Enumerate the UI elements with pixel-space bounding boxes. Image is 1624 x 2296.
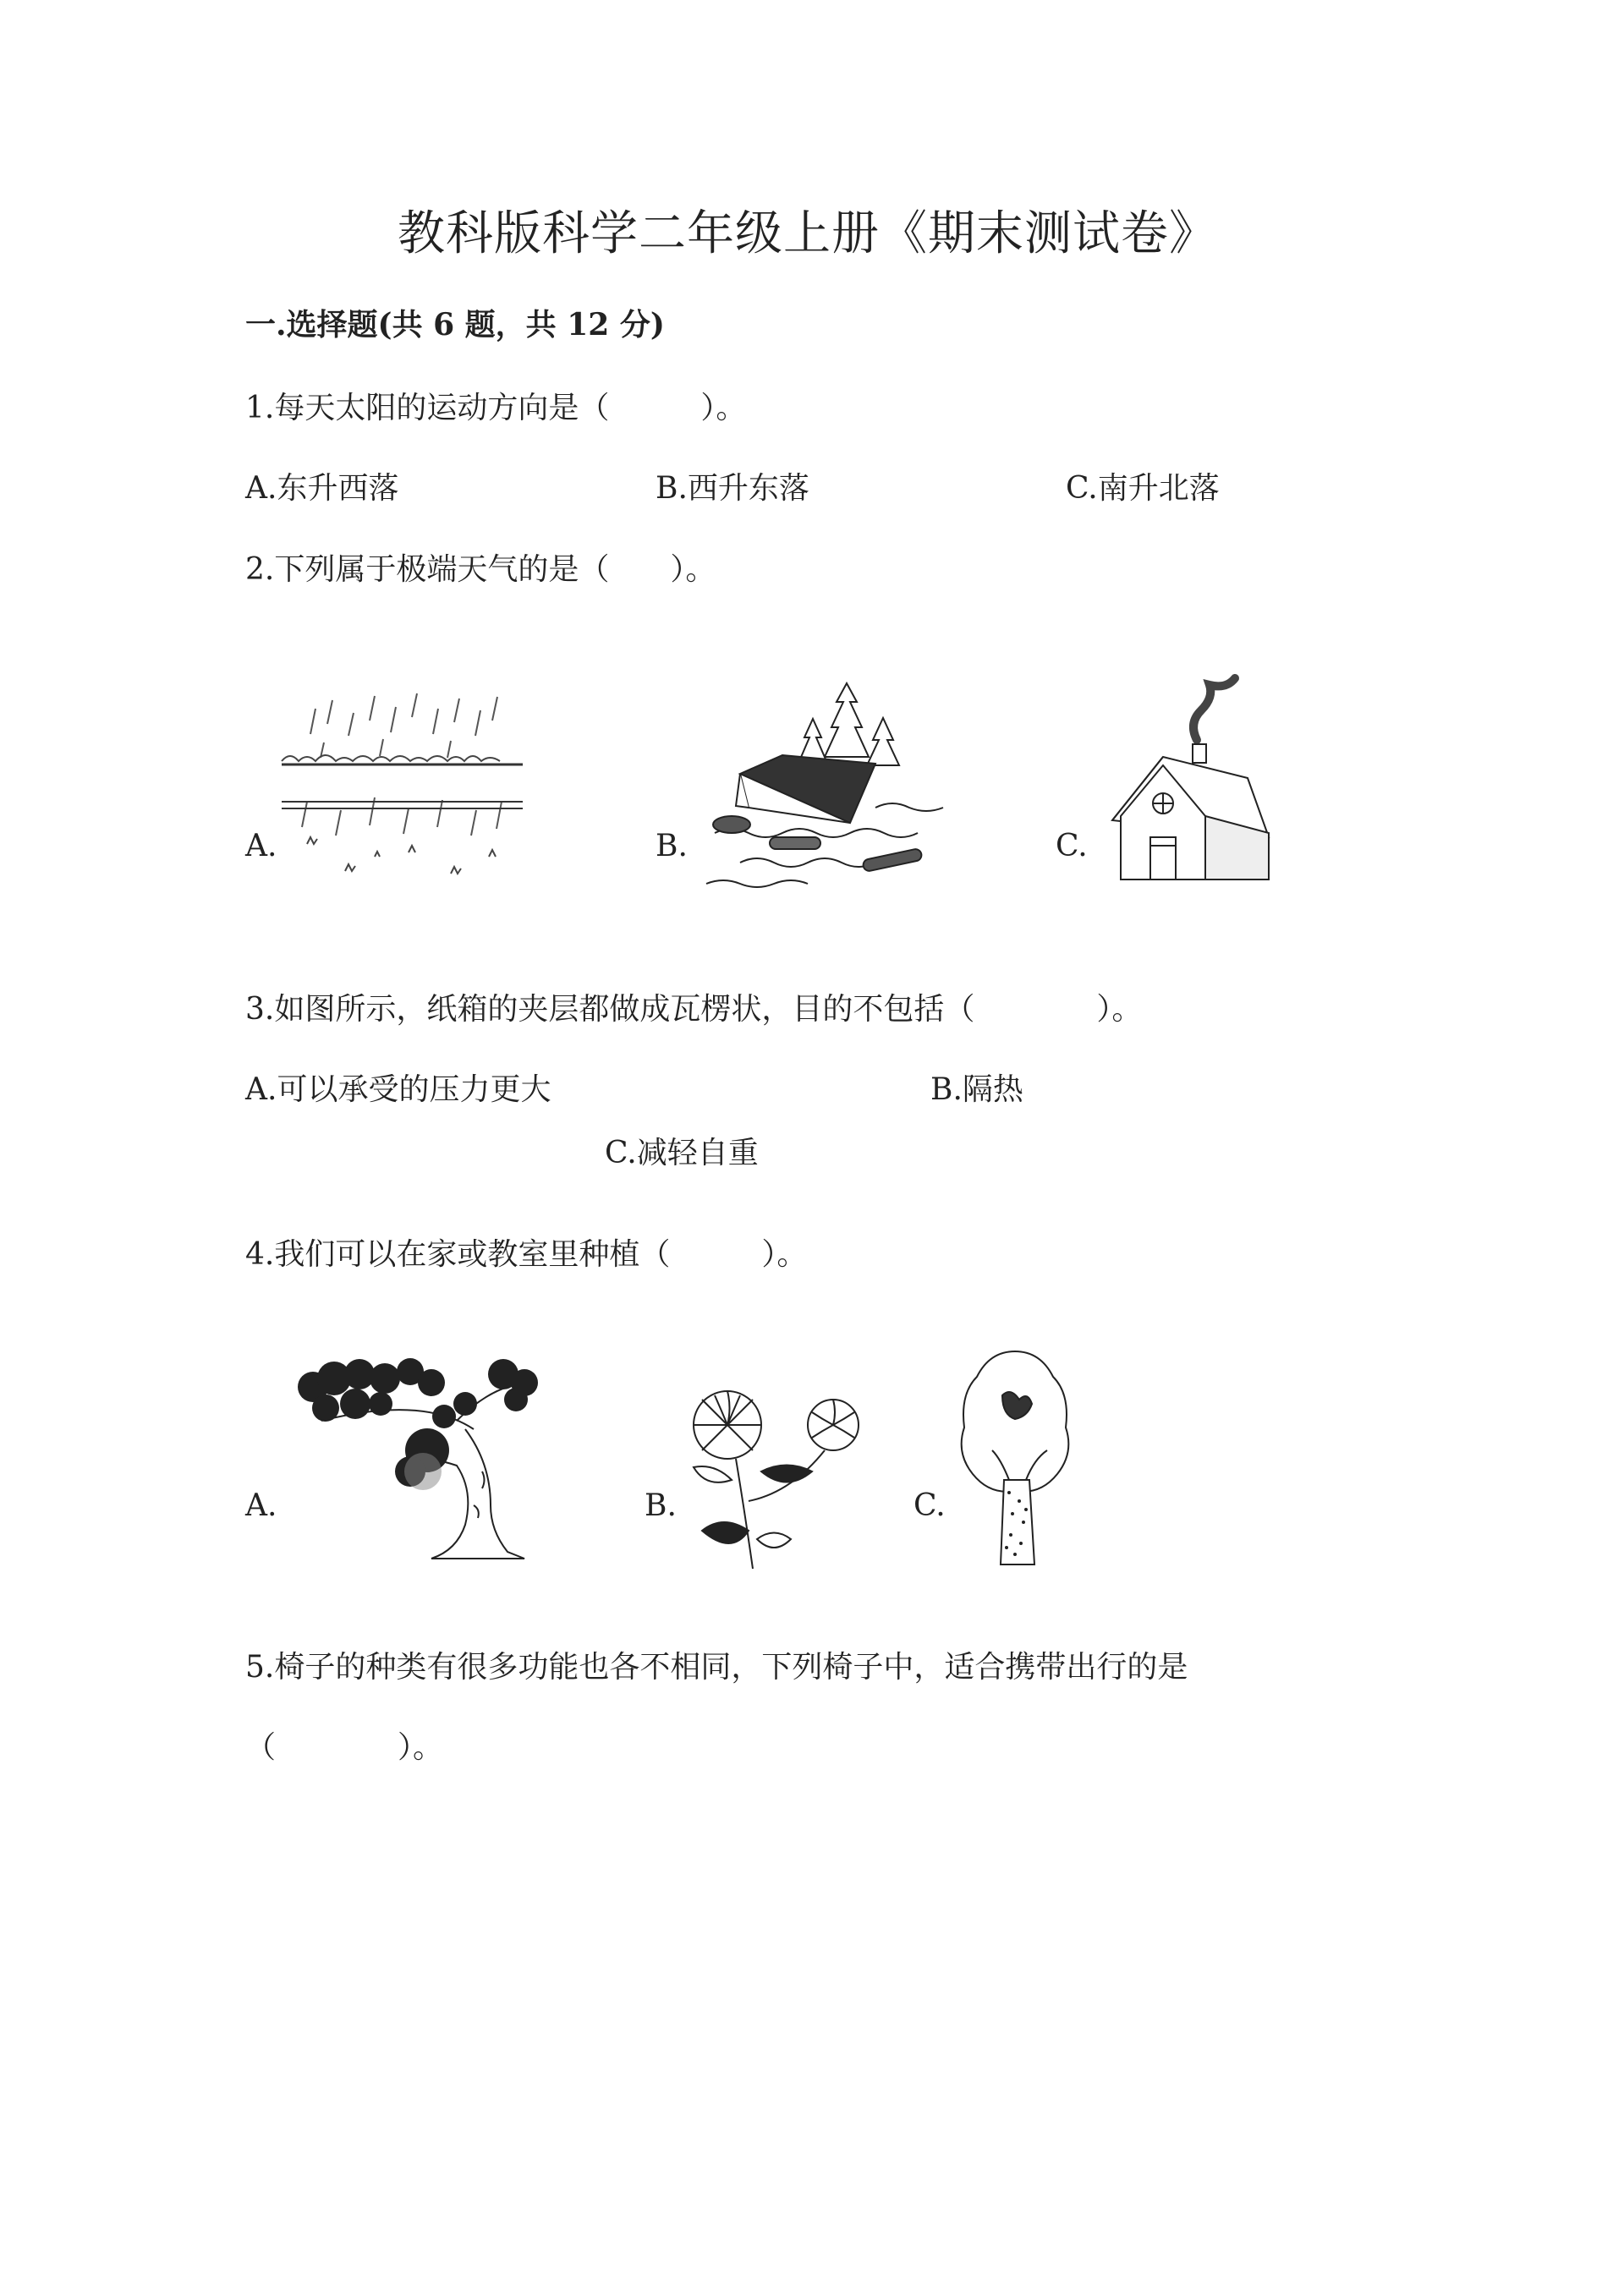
flooded-house-illustration[interactable] xyxy=(706,681,943,892)
page-title: 教科版科学二年级上册《期末测试卷》 xyxy=(398,206,1217,261)
question-4 xyxy=(245,1230,807,1274)
option-label: C. xyxy=(605,1136,637,1170)
question-3-option-c[interactable] xyxy=(605,1129,759,1172)
question-2-option-c-label[interactable]: C. xyxy=(1056,829,1088,863)
question-4-option-c-label[interactable]: C. xyxy=(914,1488,946,1523)
question-5-text: 椅子的种类有很多功能也各不相同，下列椅子中，适合携带出行的是 xyxy=(274,1650,1188,1685)
question-1-option-b[interactable] xyxy=(656,464,809,507)
question-5 xyxy=(245,1643,1188,1686)
option-text: 南升北落 xyxy=(1097,471,1220,506)
question-2-option-b-label[interactable]: B. xyxy=(656,829,688,863)
question-4-text: 我们可以在家或教室里种植（ ）。 xyxy=(274,1237,808,1272)
option-label: B. xyxy=(930,1072,963,1107)
question-3 xyxy=(245,985,1142,1028)
option-label: A. xyxy=(245,1072,277,1107)
heavy-rain-illustration[interactable] xyxy=(282,683,527,886)
question-2 xyxy=(245,545,716,589)
question-5-line-2: （ ）。 xyxy=(245,1730,444,1765)
question-3-option-a[interactable] xyxy=(245,1066,551,1109)
option-text: 西升东落 xyxy=(687,471,809,506)
chrysanthemum-illustration[interactable] xyxy=(677,1378,880,1573)
question-1 xyxy=(245,384,746,427)
question-2-text: 下列属于极端天气的是（ ）。 xyxy=(274,552,716,587)
option-label: C. xyxy=(1066,471,1098,506)
question-1-number: 1. xyxy=(245,391,275,425)
option-text: 东升西落 xyxy=(277,471,399,506)
pine-tree-illustration[interactable] xyxy=(279,1353,575,1564)
question-2-option-a-label[interactable]: A. xyxy=(245,829,277,863)
house-with-smoking-chimney-illustration[interactable] xyxy=(1104,677,1273,888)
question-3-text: 如图所示，纸箱的夹层都做成瓦楞状，目的不包括（ ）。 xyxy=(274,992,1143,1027)
question-3-number: 3. xyxy=(245,992,275,1027)
section-heading: 一.选择题(共 6 题，共 12 分) xyxy=(245,307,665,342)
option-text: 隔热 xyxy=(962,1072,1023,1107)
option-text: 可以承受的压力更大 xyxy=(277,1072,551,1107)
question-3-option-b[interactable] xyxy=(930,1066,1023,1109)
question-4-option-b-label[interactable]: B. xyxy=(645,1488,677,1523)
question-2-number: 2. xyxy=(245,552,275,587)
option-text: 减轻自重 xyxy=(636,1136,759,1170)
question-1-option-c[interactable] xyxy=(1066,464,1220,507)
question-5-number: 5. xyxy=(245,1650,275,1685)
option-label: A. xyxy=(245,471,277,506)
question-4-option-a-label[interactable]: A. xyxy=(245,1488,277,1523)
question-1-option-a[interactable] xyxy=(245,464,398,507)
question-1-text: 每天太阳的运动方向是（ ）。 xyxy=(274,391,747,425)
option-label: B. xyxy=(656,471,688,506)
question-4-number: 4. xyxy=(245,1237,275,1272)
broadleaf-tree-illustration[interactable] xyxy=(952,1345,1078,1569)
